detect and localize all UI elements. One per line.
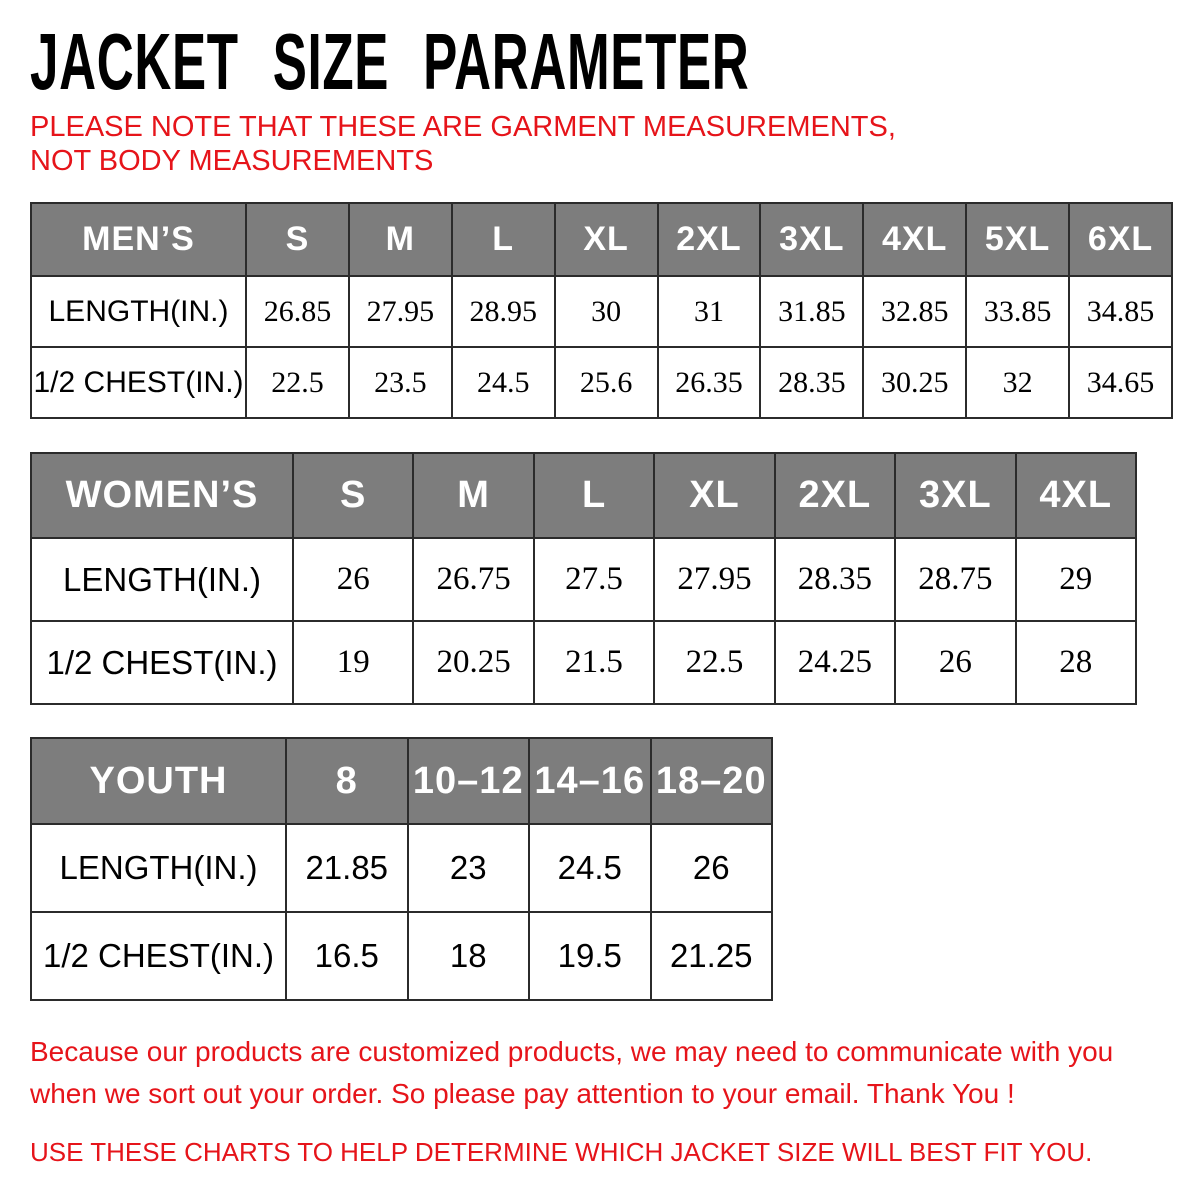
- size-header-cell: 10–12: [408, 738, 530, 824]
- mens-header-row: [31, 203, 1172, 276]
- measurement-value: 24.5: [452, 347, 555, 418]
- size-header-cell: XL: [555, 203, 658, 276]
- size-header-cell: L: [534, 453, 654, 538]
- measurement-value: 24.5: [529, 824, 651, 912]
- measurement-value: 27.95: [654, 538, 774, 621]
- size-header-cell: 6XL: [1069, 203, 1172, 276]
- size-header-cell: M: [349, 203, 452, 276]
- row-label: LENGTH(IN.): [31, 538, 293, 621]
- row-label: 1/2 CHEST(IN.): [31, 912, 286, 1000]
- size-header-cell: 4XL: [1016, 453, 1136, 538]
- measurement-value: 28.35: [760, 347, 863, 418]
- measurement-value: 28: [1016, 621, 1136, 704]
- measurement-value: 24.25: [775, 621, 895, 704]
- size-header-cell: 4XL: [863, 203, 966, 276]
- size-header-cell: 3XL: [895, 453, 1015, 538]
- measurement-value: 29: [1016, 538, 1136, 621]
- page-title: [30, 17, 1180, 106]
- mens-size-table: [30, 202, 1173, 419]
- measurement-value: 27.5: [534, 538, 654, 621]
- measurement-value: 28.35: [775, 538, 895, 621]
- measurement-value: 30.25: [863, 347, 966, 418]
- row-label: LENGTH(IN.): [31, 824, 286, 912]
- measurement-value: 19: [293, 621, 413, 704]
- measurement-value: 26.35: [658, 347, 761, 418]
- size-header-cell: 18–20: [651, 738, 773, 824]
- measurement-value: 32.85: [863, 276, 966, 347]
- measurement-value: 26: [293, 538, 413, 621]
- row-label: 1/2 CHEST(IN.): [31, 347, 246, 418]
- youth-size-table: [30, 737, 773, 1001]
- measurement-value: 26: [651, 824, 773, 912]
- size-header-cell: 5XL: [966, 203, 1069, 276]
- size-header-cell: 14–16: [529, 738, 651, 824]
- measurement-value: 26.75: [413, 538, 533, 621]
- measurement-value: 26.85: [246, 276, 349, 347]
- measurement-value: 18: [408, 912, 530, 1000]
- measurement-value: 34.85: [1069, 276, 1172, 347]
- measurement-value: 23: [408, 824, 530, 912]
- measurement-value: 21.85: [286, 824, 408, 912]
- measurement-value: 27.95: [349, 276, 452, 347]
- garment-measurement-note: PLEASE NOTE THAT THESE ARE GARMENT MEASUREMENTS, NOT BODY MEASUREMENTS: [30, 111, 896, 178]
- womens-size-table: [30, 452, 1137, 705]
- size-header-cell: XL: [654, 453, 774, 538]
- womens-header-row: [31, 453, 1136, 538]
- customization-notice: Because our products are customized products, we may need to communicate with you when we sort out your order. So please pay attention to your email. Thank You !: [30, 1036, 1114, 1110]
- row-label: 1/2 CHEST(IN.): [31, 621, 293, 704]
- measurement-value: 33.85: [966, 276, 1069, 347]
- youth-chest-row: [31, 912, 772, 1000]
- measurement-value: 26: [895, 621, 1015, 704]
- measurement-value: 21.5: [534, 621, 654, 704]
- measurement-value: 28.75: [895, 538, 1015, 621]
- measurement-value: 31: [658, 276, 761, 347]
- size-header-cell: M: [413, 453, 533, 538]
- page-title-text: JACKET SIZE PARAMETER: [30, 17, 750, 106]
- measurement-value: 31.85: [760, 276, 863, 347]
- measurement-value: 30: [555, 276, 658, 347]
- row-label: LENGTH(IN.): [31, 276, 246, 347]
- mens-chest-row: [31, 347, 1172, 418]
- womens-table-title: WOMEN’S: [31, 453, 293, 538]
- measurement-value: 22.5: [654, 621, 774, 704]
- measurement-value: 22.5: [246, 347, 349, 418]
- size-header-cell: S: [246, 203, 349, 276]
- measurement-value: 21.25: [651, 912, 773, 1000]
- youth-length-row: [31, 824, 772, 912]
- measurement-value: 32: [966, 347, 1069, 418]
- measurement-value: 34.65: [1069, 347, 1172, 418]
- size-header-cell: S: [293, 453, 413, 538]
- measurement-value: 25.6: [555, 347, 658, 418]
- youth-table-title: YOUTH: [31, 738, 286, 824]
- womens-chest-row: [31, 621, 1136, 704]
- size-header-cell: 8: [286, 738, 408, 824]
- measurement-value: 23.5: [349, 347, 452, 418]
- size-header-cell: 2XL: [658, 203, 761, 276]
- mens-table-title: MEN’S: [31, 203, 246, 276]
- womens-length-row: [31, 538, 1136, 621]
- size-header-cell: 3XL: [760, 203, 863, 276]
- mens-length-row: [31, 276, 1172, 347]
- size-header-cell: L: [452, 203, 555, 276]
- fit-advice-line: USE THESE CHARTS TO HELP DETERMINE WHICH JACKET SIZE WILL BEST FIT YOU.: [30, 1137, 1093, 1168]
- size-header-cell: 2XL: [775, 453, 895, 538]
- measurement-value: 19.5: [529, 912, 651, 1000]
- measurement-value: 20.25: [413, 621, 533, 704]
- youth-header-row: [31, 738, 772, 824]
- measurement-value: 16.5: [286, 912, 408, 1000]
- measurement-value: 28.95: [452, 276, 555, 347]
